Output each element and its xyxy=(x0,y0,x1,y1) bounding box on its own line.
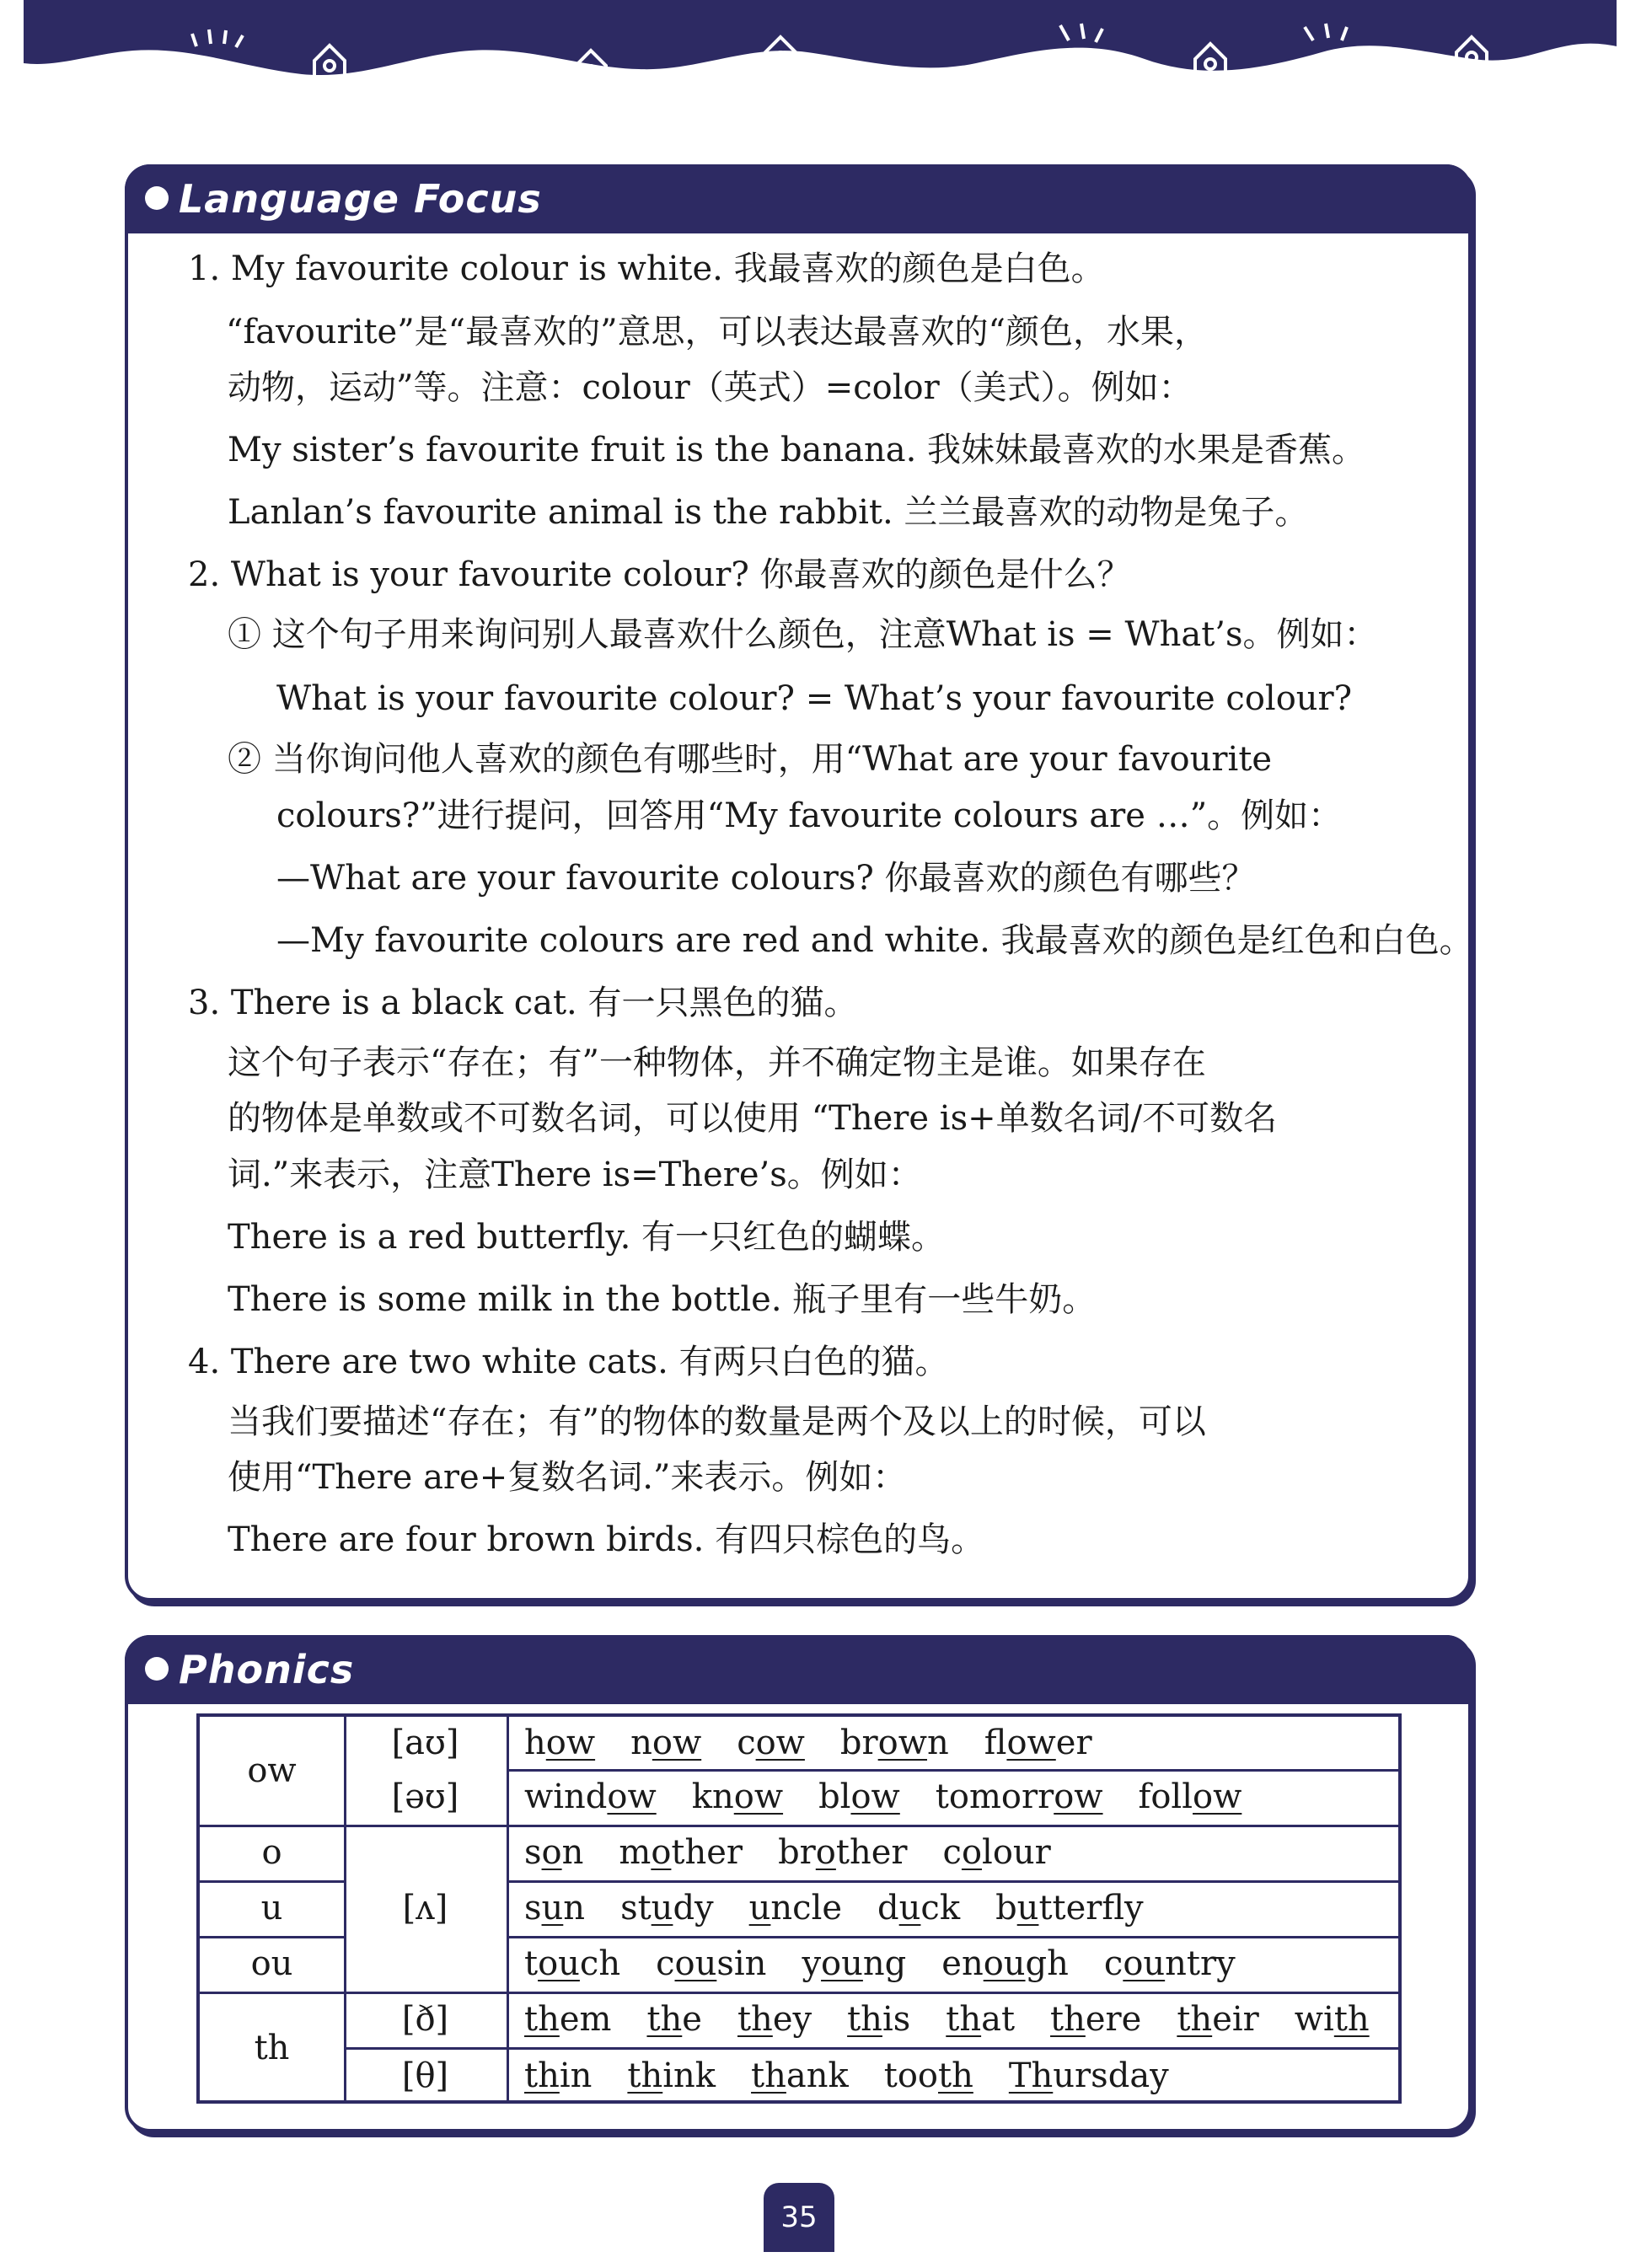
highlighted-letters: ow xyxy=(733,1777,784,1816)
highlighted-letters: th xyxy=(946,2000,982,2039)
highlighted-letters: u xyxy=(898,1889,921,1928)
text-line: colours?”进行提问，回答用“My favourite colours are …”。例如： xyxy=(276,796,1343,835)
highlighted-letters: ow xyxy=(877,1724,927,1762)
letter-cell-th: th xyxy=(254,2028,290,2067)
phonics-table xyxy=(196,1713,1402,2104)
sound-cell: [θ] xyxy=(401,2056,449,2095)
phonics-word: them xyxy=(524,2000,612,2039)
highlighted-letters: th xyxy=(646,2000,683,2039)
text-line: ② 当你询问他人喜欢的颜色有哪些时，用“What are your favourite xyxy=(228,740,1273,779)
highlighted-letters: th xyxy=(847,2000,882,2039)
highlighted-letters: ow xyxy=(755,1724,805,1762)
phonics-word: cousin xyxy=(656,1944,767,1983)
text-line: 词.”来表示，注意There is=There’s。例如： xyxy=(228,1155,922,1194)
phonics-word: young xyxy=(802,1944,907,1983)
highlighted-letters: u xyxy=(1016,1889,1039,1928)
highlighted-letters: th xyxy=(737,2000,773,2039)
text-line: There is a red butterfly. 有一只红色的蝴蝶。 xyxy=(228,1218,946,1257)
highlighted-letters: ow xyxy=(652,1724,702,1762)
text-line: —What are your favourite colours? 你最喜欢的颜色有哪些？ xyxy=(276,859,1256,898)
highlighted-letters: th xyxy=(524,2056,560,2095)
phonics-word: Thursday xyxy=(1008,2056,1169,2095)
text-line: ① 这个句子用来询问别人最喜欢什么颜色，注意What is = What’s。例如： xyxy=(228,615,1378,654)
phonics-word: sun xyxy=(524,1889,586,1928)
highlighted-letters: th xyxy=(938,2056,973,2095)
highlighted-letters: u xyxy=(651,1889,673,1928)
text-line: 3. There is a black cat. 有一只黑色的猫。 xyxy=(188,984,858,1022)
language-focus-header xyxy=(125,164,1472,233)
phonics-word: follow xyxy=(1138,1777,1242,1816)
phonics-word: touch xyxy=(524,1944,621,1983)
phonics-word: they xyxy=(737,2000,812,2039)
phonics-word: flower xyxy=(984,1724,1092,1762)
phonics-word: blow xyxy=(818,1777,900,1816)
highlighted-letters: o xyxy=(815,1833,836,1872)
text-line: 1. My favourite colour is white. 我最喜欢的颜色是白色。 xyxy=(188,249,1105,288)
text-line: What is your favourite colour? = What’s your favourite colour? xyxy=(276,679,1353,718)
phonics-word: with xyxy=(1294,2000,1370,2039)
phonics-word: study xyxy=(620,1889,714,1928)
phonics-word: butterfly xyxy=(995,1889,1144,1928)
highlighted-letters: th xyxy=(1050,2000,1086,2039)
text-line: 使用“There are+复数名词.”来表示。例如： xyxy=(228,1458,907,1497)
highlighted-letters: ou xyxy=(983,1944,1026,1983)
top-wave-banner xyxy=(24,0,1617,93)
phonics-word: cow xyxy=(737,1724,805,1762)
text-line: 这个句子表示“存在；有”一种物体，并不确定物主是谁。如果存在 xyxy=(228,1043,1206,1082)
phonics-section xyxy=(125,1635,1472,2132)
highlighted-letters: ou xyxy=(1123,1944,1166,1983)
phonics-word: tomorrow xyxy=(935,1777,1103,1816)
highlighted-letters: th xyxy=(751,2056,786,2095)
text-line: There are four brown birds. 有四只棕色的鸟。 xyxy=(228,1520,985,1559)
text-line: 4. There are two white cats. 有两只白色的猫。 xyxy=(188,1343,949,1381)
text-line: 的物体是单数或不可数名词，可以使用 “There is+单数名词/不可数名 xyxy=(228,1099,1278,1138)
highlighted-letters: u xyxy=(748,1889,771,1928)
highlighted-letters: ow xyxy=(1054,1777,1103,1816)
sound-cell: [əʊ] xyxy=(391,1777,459,1816)
word-row xyxy=(509,1769,1277,1825)
highlighted-letters: o xyxy=(651,1833,672,1872)
highlighted-letters: ow xyxy=(1193,1777,1242,1816)
bullet-dot-icon xyxy=(145,186,169,210)
letter-cell-ou: ou xyxy=(250,1944,293,1983)
highlighted-letters: o xyxy=(541,1833,562,1872)
phonics-word: that xyxy=(946,2000,1016,2039)
highlighted-letters: u xyxy=(541,1889,564,1928)
word-row xyxy=(509,1717,1128,1769)
highlighted-letters: ow xyxy=(545,1724,596,1762)
highlighted-letters: th xyxy=(524,2000,560,2039)
language-focus-section xyxy=(125,164,1472,1601)
sound-cell: [ð] xyxy=(401,2000,449,2039)
text-line: My sister’s favourite fruit is the banana. 我妹妹最喜欢的水果是香蕉。 xyxy=(228,431,1366,469)
phonics-word: their xyxy=(1177,2000,1259,2039)
highlighted-letters: ow xyxy=(607,1777,657,1816)
sound-cell: [aʊ] xyxy=(391,1724,459,1762)
phonics-word: the xyxy=(646,2000,702,2039)
highlighted-letters: th xyxy=(627,2056,663,2095)
phonics-word: enough xyxy=(941,1944,1069,1983)
phonics-word: think xyxy=(627,2056,716,2095)
phonics-word: thin xyxy=(524,2056,593,2095)
text-line: Lanlan’s favourite animal is the rabbit. 兰兰最喜欢的动物是兔子。 xyxy=(228,493,1309,532)
sound-cell: [ʌ] xyxy=(402,1889,448,1928)
phonics-word: brown xyxy=(839,1724,949,1762)
phonics-word: brother xyxy=(778,1833,908,1872)
phonics-word: there xyxy=(1050,2000,1142,2039)
highlighted-letters: ou xyxy=(821,1944,863,1983)
letter-cell-ow: ow xyxy=(247,1751,297,1790)
word-row xyxy=(509,1825,1086,1880)
phonics-word: know xyxy=(691,1777,784,1816)
phonics-word: duck xyxy=(877,1889,961,1928)
highlighted-letters: th xyxy=(1333,2000,1370,2039)
phonics-word: window xyxy=(524,1777,657,1816)
text-line: 动物，运动”等。注意：colour（英式）=color（美式）。例如： xyxy=(228,368,1193,407)
word-row xyxy=(509,1992,1405,2047)
letter-cell-u: u xyxy=(260,1889,283,1928)
highlighted-letters: ou xyxy=(538,1944,580,1983)
bullet-dot-icon xyxy=(145,1657,169,1681)
language-focus-title: Language Focus xyxy=(179,176,542,222)
text-line: 当我们要描述“存在；有”的物体的数量是两个及以上的时候，可以 xyxy=(228,1402,1206,1441)
phonics-word: tooth xyxy=(883,2056,973,2095)
word-row xyxy=(509,1936,1271,1992)
text-line: 2. What is your favourite colour? 你最喜欢的颜色是什么？ xyxy=(188,555,1131,594)
word-row xyxy=(509,1880,1179,1936)
phonics-word: colour xyxy=(942,1833,1051,1872)
text-line: —My favourite colours are red and white. 我最喜欢的颜色是红色和白色。 xyxy=(276,921,1473,960)
page-number: 35 xyxy=(764,2183,834,2252)
letter-cell-o: o xyxy=(261,1833,282,1872)
phonics-word: uncle xyxy=(748,1889,843,1928)
highlighted-letters: ow xyxy=(850,1777,900,1816)
phonics-word: son xyxy=(524,1833,584,1872)
text-line: There is some milk in the bottle. 瓶子里有一些牛奶。 xyxy=(228,1280,1097,1319)
phonics-word: mother xyxy=(619,1833,743,1872)
highlighted-letters: ou xyxy=(674,1944,717,1983)
phonics-word: how xyxy=(524,1724,596,1762)
highlighted-letters: th xyxy=(1177,2000,1213,2039)
phonics-word: now xyxy=(630,1724,702,1762)
word-row xyxy=(509,2047,1204,2104)
highlighted-letters: ow xyxy=(1006,1724,1056,1762)
phonics-word: country xyxy=(1103,1944,1236,1983)
phonics-word: this xyxy=(847,2000,911,2039)
phonics-header xyxy=(125,1635,1472,1704)
text-line: “favourite”是“最喜欢的”意思，可以表达最喜欢的“颜色，水果， xyxy=(226,313,1208,351)
highlighted-letters: o xyxy=(961,1833,983,1872)
highlighted-letters: Th xyxy=(1008,2056,1054,2095)
phonics-word: thank xyxy=(751,2056,849,2095)
phonics-title: Phonics xyxy=(179,1647,355,1692)
